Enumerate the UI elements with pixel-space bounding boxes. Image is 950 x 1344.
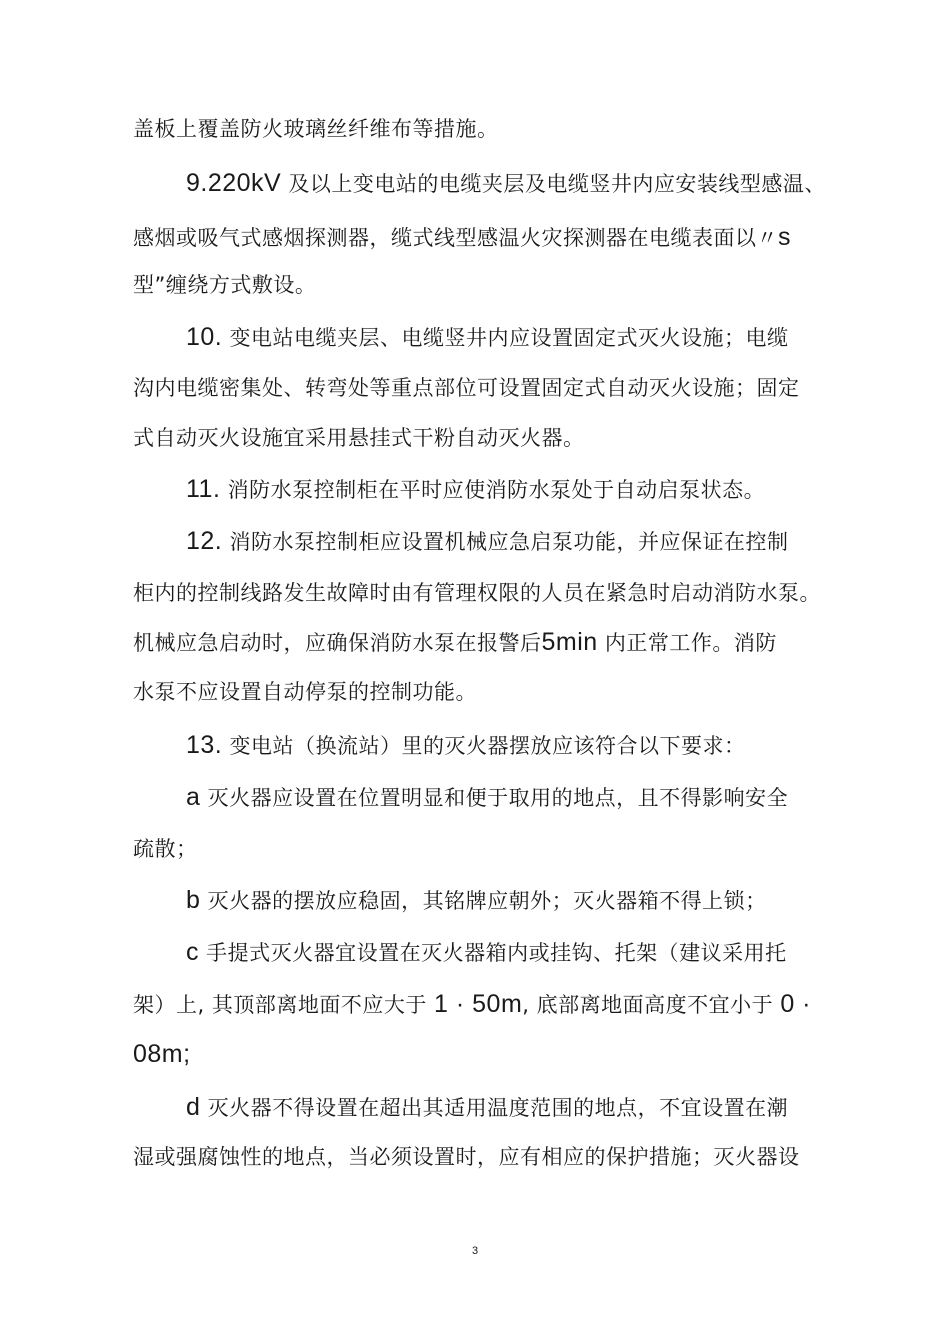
text-line-14 <box>186 782 788 813</box>
text-line-8 <box>186 474 765 505</box>
item-number: 9.220kV <box>186 169 282 197</box>
line-text: 柜内的控制线路发生故障时由有管理权限的人员在紧急时启动消防水泵。 <box>133 581 821 605</box>
text-line-10 <box>133 578 821 608</box>
line-text: 灭火器应设置在位置明显和便于取用的地点，且不得影响安全 <box>200 786 789 810</box>
line-text-tail: , 底部离地面高度不宜小于 <box>522 993 781 1017</box>
latin-letter: s <box>778 223 791 251</box>
text-line-16 <box>186 885 767 916</box>
line-text-tail: 内正常工作。消防 <box>597 631 777 655</box>
text-line-1 <box>133 114 499 144</box>
item-letter: a <box>186 783 201 811</box>
text-line-4 <box>133 270 316 300</box>
text-line-19 <box>133 1039 191 1070</box>
text-line-17 <box>186 937 787 968</box>
height-value-start: 0 · <box>780 990 812 1018</box>
text-line-20 <box>186 1092 788 1123</box>
text-line-15 <box>133 834 198 864</box>
line-text: 消防水泵控制柜应设置机械应急启泵功能，并应保证在控制 <box>222 530 789 554</box>
line-text: 灭火器不得设置在超出其适用温度范围的地点，不宜设置在潮 <box>200 1096 789 1120</box>
text-line-2 <box>186 168 826 199</box>
text-line-11 <box>133 627 777 658</box>
line-text: 手提式灭火器宜设置在灭火器箱内或挂钩、托架（建议采用托 <box>199 941 787 965</box>
text-line-6 <box>133 373 800 403</box>
line-text: 湿或强腐蚀性的地点，当必须设置时，应有相应的保护措施；灭火器设 <box>133 1145 800 1169</box>
line-text: 沟内电缆密集处、转弯处等重点部位可设置固定式自动灭火设施；固定 <box>133 376 800 400</box>
line-text: 水泵不应设置自动停泵的控制功能。 <box>133 680 477 704</box>
text-line-3 <box>133 222 791 253</box>
time-value: 5min <box>541 628 598 656</box>
line-text: 变电站（换流站）里的灭火器摆放应该符合以下要求： <box>222 734 746 758</box>
item-letter: d <box>186 1093 201 1121</box>
item-number: 11. <box>186 475 221 503</box>
text-line-21 <box>133 1142 800 1172</box>
line-text: 灭火器的摆放应稳固，其铭牌应朝外；灭火器箱不得上锁； <box>200 889 767 913</box>
height-value: 1 · 50m <box>434 990 523 1018</box>
line-text: 变电站电缆夹层、电缆竖井内应设置固定式灭火设施；电缆 <box>222 326 789 350</box>
item-letter: b <box>186 886 201 914</box>
item-number: 13. <box>186 731 223 759</box>
height-value-end: 08m; <box>133 1040 191 1068</box>
line-text: 架）上, 其顶部离地面不应大于 <box>133 993 435 1017</box>
line-text: 消防水泵控制柜在平时应使消防水泵处于自动启泵状态。 <box>220 478 766 502</box>
text-line-18 <box>133 989 811 1020</box>
line-text: 感烟或吸气式感烟探测器，缆式线型感温火灾探测器在电缆表面以〃 <box>133 226 778 250</box>
line-text: 盖板上覆盖防火玻璃丝纤维布等措施。 <box>133 117 499 141</box>
text-line-5 <box>186 322 788 353</box>
line-text: 型”缠绕方式敷设。 <box>133 273 317 297</box>
text-line-13 <box>186 730 745 761</box>
line-text: 机械应急启动时，应确保消防水泵在报警后 <box>133 631 542 655</box>
line-text: 疏散； <box>133 837 198 861</box>
text-line-12 <box>133 677 477 707</box>
page-number: 3 <box>471 1245 479 1257</box>
text-line-9 <box>186 526 788 557</box>
item-number: 10. <box>186 323 223 351</box>
line-text: 式自动灭火设施宜采用悬挂式干粉自动灭火器。 <box>133 426 585 450</box>
item-letter: c <box>186 938 199 966</box>
item-number: 12. <box>186 527 223 555</box>
line-text: 及以上变电站的电缆夹层及电缆竖井内应安装线型感温、 <box>281 172 826 196</box>
text-line-7 <box>133 423 585 453</box>
